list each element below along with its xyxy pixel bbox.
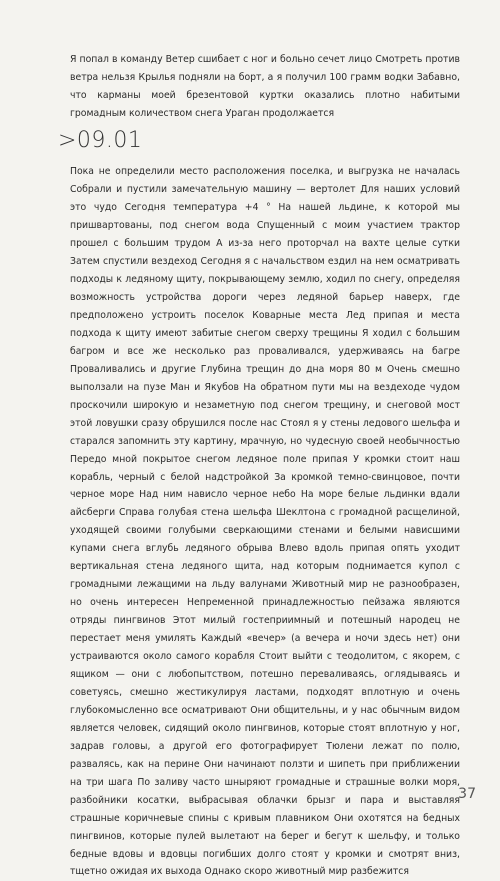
page-number: 37 — [458, 786, 476, 802]
body-paragraph: Пока не определили место расположения поселка, и выгрузка не началась Собрали и пустили замечательную машину — вертолет Для наших условий это чудо Сегодня температура +4 ° На нашей льдине, к которой мы пришвартованы, под снегом вода Спущенный с моим участием трактор прошел с большим трудом А из-за него проторчал на вахте целые сутки Затем спустили вездеход Сегодня я с начальством ездил на нем осматривать подходы к ледяному щиту, покрывающему землю, ходил по снегу, определяя возможность устройства дороги через ледяной барьер наверх, где предположено устроить поселок Коварные места Лед припая и места подхода к щиту имеют забитые снегом сверху трещины Я ходил с большим багром и все же несколько раз проваливался, удерживаясь на багре Проваливались и другие Глубина трещин до дна моря 80 м Очень смешно выползали на пузе Ман и Якубов На обратном пути мы на вездеходе чудом проскочили широкую и незаметную под снегом трещину, и снеговой мост этой ловушки сразу обрушился после нас Стоял я у стены ледового шельфа и старался запомнить эту картину, мрачную, но чудесную своей необычностью Передо мной покрытое снегом ледяное поле припая У кромки стоит наш корабль, черный с белой надстройкой За кромкой темно-свинцовое, почти черное море Над ним нависло черное небо На море белые льдинки вдали айсберги Справа голубая стена шельфа Шеклтона с громадной расщелиной, уходящей своими голубыми сверкающими стенами и белыми нависшими купами снега вглубь ледяного обрыва Влево вдоль припая опять уходит вертикальная стена ледяного щита, над которым поднимается купол с громадными лежащими на льду валунами Животный мир не разнообразен, но очень интересен Непременной принадлежностью пейзажа являются отряды пингвинов Этот милый гостеприимный и потешный народец не перестает меня умилять Каждый «вечер» (а вечера и ночи здесь нет) они устраиваются около самого корабля Стоит выйти с теодолитом, с якорем, с ящиком — они с любопытством, потешно переваливаясь, оглядываясь и советуясь, смешно жестикулируя ластами, подходят вплотную и очень глубокомысленно все осматривают Они общительны, и у нас обычным видом является человек, сидящий около пингвинов, которые стоят вплотную у ног, задрав головы, а другой его фотографирует Тюлени лежат по полю, развалясь, как на перине Они начинают ползти и шипеть при приближении на три шага По заливу часто шныряют громадные и страшные волки моря, разбойники косатки, выбрасывая облачки брызг и пара и выставляя страшные коричневые спины с кривым плавником Они охотятся на бедных пингвинов, которые пулей вылетают на берег и бегут к шельфу, и только бедные вдовы и вдовцы погибших долго стоят у кромки и смотрят вниз, тщетно ожидая их выхода Однако скоро животный мир разбежится — [70, 166, 460, 878]
intro-paragraph: Я попал в команду Ветер сшибает с ног и больно сечет лицо Смотреть против ветра нельзя Крылья подняли на борт, а я получил 100 грамм водки Забавно, что карманы моей брезентовой куртки оказались плотно набитыми громадным количеством снега Ураган продолжается — [70, 54, 460, 120]
date-heading: >09.01 — [58, 128, 143, 153]
